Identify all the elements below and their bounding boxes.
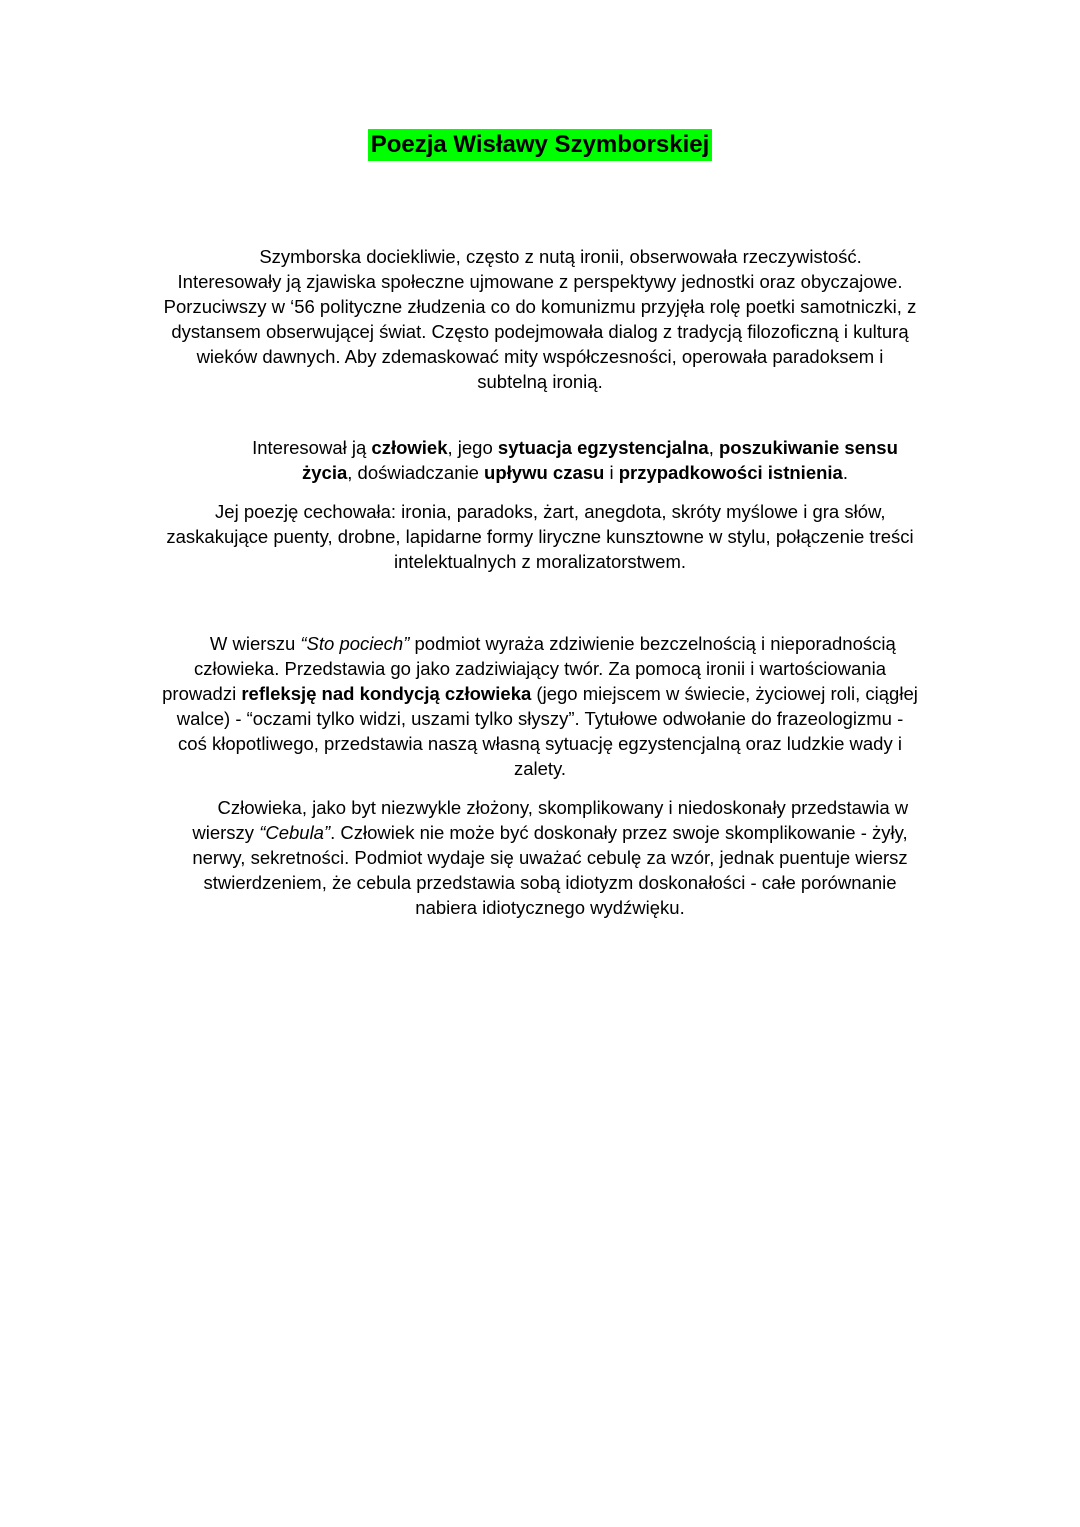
paragraph-line	[125, 499, 955, 524]
paragraph-text: Jej poezję cechowała: ironia, paradoks, żart, anegdota, skróty myślowe i gra słów,	[215, 501, 886, 522]
paragraph-line: intelektualnych z moralizatorstwem.	[394, 551, 686, 572]
paragraph-text: . Człowiek nie może być doskonały przez swoje skomplikowanie - żyły,	[330, 822, 908, 843]
paragraph-line: walce) - “oczami tylko widzi, uszami tylko słyszy”. Tytułowe odwołanie do frazeologizmu -	[176, 708, 904, 729]
bold-term: przypadkowości istnienia	[618, 462, 843, 483]
paragraph-line: wieków dawnych. Aby zdemaskować mity współczesności, operowała paradoksem i	[196, 346, 884, 367]
paragraph-line	[125, 631, 955, 656]
poem-title: “Sto pociech”	[300, 633, 410, 654]
paragraph-line: nerwy, sekretności. Podmiot wydaje się uważać cebulę za wzór, jednak puentuje wiersz	[192, 847, 908, 868]
paragraph-text: podmiot wyraża zdziwienie bezczelnością i nieporadnością	[409, 633, 896, 654]
paragraph-line: subtelną ironią.	[477, 371, 603, 392]
paragraph-line	[125, 681, 955, 706]
paragraph-line	[170, 460, 980, 485]
paragraph-line: stwierdzeniem, że cebula przedstawia sobą idiotyzm doskonałości - całe porównanie	[203, 872, 897, 893]
bold-term: człowiek	[371, 437, 448, 458]
paragraph-text: Szymborska dociekliwie, często z nutą ironii, obserwowała rzeczywistość.	[259, 246, 862, 267]
paragraph-line	[140, 795, 960, 820]
bold-term: upływu czasu	[484, 462, 605, 483]
poem-title: “Cebula”	[259, 822, 331, 843]
bold-term: życia	[302, 462, 348, 483]
bold-term: poszukiwanie sensu	[719, 437, 898, 458]
paragraph-text: wierszy	[192, 822, 260, 843]
paragraph-line	[125, 244, 955, 269]
paragraph-line	[170, 435, 980, 460]
paragraph-line: Porzuciwszy w ‘56 polityczne złudzenia co do komunizmu przyjęła rolę poetki samotniczki, z	[163, 296, 917, 317]
paragraph-text: Człowieka, jako byt niezwykle złożony, skomplikowany i niedoskonały przedstawia w	[217, 797, 909, 818]
paragraph-line	[140, 820, 960, 845]
paragraph-poetics	[125, 499, 955, 574]
paragraph-cebula	[140, 795, 960, 920]
paragraph-intro	[125, 244, 955, 394]
paragraph-interests	[170, 435, 980, 485]
paragraph-line: zaskakujące puenty, drobne, lapidarne formy liryczne kunsztowne w stylu, połączenie treści	[166, 526, 914, 547]
paragraph-text: Interesował ją	[252, 437, 372, 458]
page-title: Poezja Wisławy Szymborskiej	[368, 129, 713, 161]
paragraph-line: Interesowały ją zjawiska społeczne ujmowane z perspektywy jednostki oraz obyczajowe.	[177, 271, 903, 292]
paragraph-line: nabiera idiotycznego wydźwięku.	[415, 897, 685, 918]
paragraph-line: dystansem obserwującej świat. Często podejmowała dialog z tradycją filozoficzną i kulturą	[171, 321, 909, 342]
bold-term: refleksję nad kondycją człowieka	[241, 683, 532, 704]
paragraph-text: i	[604, 462, 619, 483]
paragraph-line: coś kłopotliwego, przedstawia naszą własną sytuację egzystencjalną oraz ludzkie wady i	[178, 733, 902, 754]
title-container	[0, 129, 1080, 161]
paragraph-text: prowadzi	[162, 683, 242, 704]
paragraph-text: , jego	[447, 437, 498, 458]
paragraph-text: ,	[708, 437, 719, 458]
paragraph-text: .	[842, 462, 848, 483]
paragraph-text: , doświadczanie	[347, 462, 485, 483]
paragraph-line: zalety.	[513, 758, 567, 779]
paragraph-sto-pociech	[125, 631, 955, 781]
paragraph-line: człowieka. Przedstawia go jako zadziwiający twór. Za pomocą ironii i wartościowania	[194, 658, 886, 679]
paragraph-text: W wierszu	[209, 633, 301, 654]
bold-term: sytuacja egzystencjalna	[497, 437, 709, 458]
paragraph-text: (jego miejscem w świecie, życiowej roli, ciągłej	[531, 683, 918, 704]
